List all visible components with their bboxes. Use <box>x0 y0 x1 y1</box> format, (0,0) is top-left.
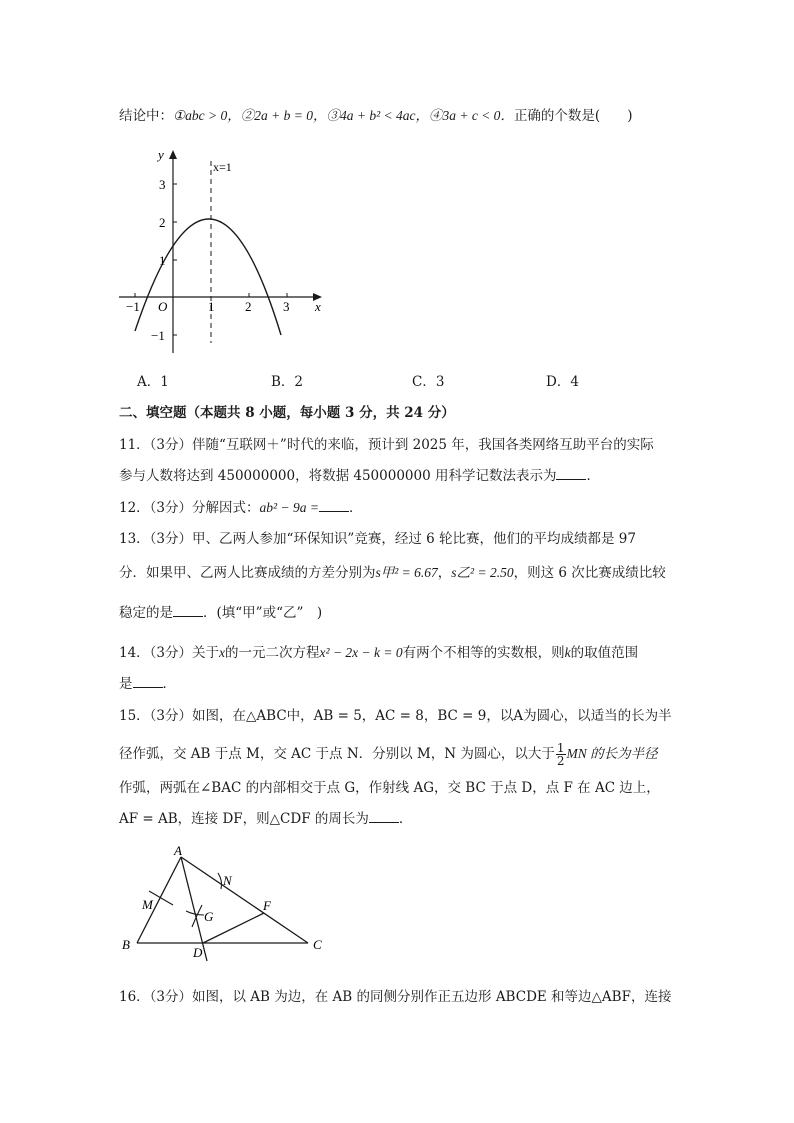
q12-line <box>119 498 362 518</box>
x-tick-label: 3 <box>283 299 290 314</box>
q13-line3 <box>119 603 322 623</box>
y-tick-label: 2 <box>159 215 166 230</box>
q12-end: ． <box>348 500 363 516</box>
label-b: B <box>122 937 130 952</box>
q15-frac-den: 2 <box>556 754 565 768</box>
q11-line2 <box>119 466 600 486</box>
q15-line3: 作弧，两弧在∠BAC 的内部相交于点 G，作射线 AG，交 BC 于点 D，点 F 在 AC 边上， <box>119 780 660 796</box>
label-c: C <box>313 937 322 952</box>
q12-text: 12．（3分）分解因式： <box>119 500 260 516</box>
label-a: A <box>174 843 182 858</box>
label-d: D <box>193 945 203 960</box>
q14-text-d: 的取值范围 <box>570 645 639 661</box>
y-tick-label: 1 <box>159 253 166 268</box>
q13-separator: ， <box>437 565 452 581</box>
label-g: G <box>204 909 214 924</box>
q14-line2 <box>119 674 176 694</box>
x-axis-label: x <box>315 299 321 314</box>
q15-text-a: 径作弧，交 AB 于点 M，交 AC 于点 N．分别以 M，N 为圆心，以大于 <box>119 746 555 762</box>
q14-text-e: 是 <box>119 676 133 692</box>
symmetry-line-label: x=1 <box>213 160 232 174</box>
q10-conclusion-3: ③4a + b² < 4ac， <box>326 108 429 123</box>
q13-text3: 稳定的是 <box>119 605 173 621</box>
q13-line1: 13．（3分）甲、乙两人参加“环保知识”竞赛，经过 6 轮比赛，他们的平均成绩都是 97 <box>119 531 636 547</box>
q11-answer-blank[interactable] <box>556 467 586 480</box>
q10-conclusion-4: ④3a + c < 0． <box>428 108 514 123</box>
q14-text-c: 有两个不相等的实数根，则 <box>402 645 565 661</box>
q13-variance-jia: s甲² = 6.67 <box>375 565 438 580</box>
q14-end: ． <box>162 676 176 692</box>
q14-line1 <box>119 643 638 663</box>
q10-conclusion-1: ①abc > 0， <box>173 108 241 123</box>
q12-expression: ab² − 9a = <box>259 500 319 515</box>
q14-text-b: 的一元二次方程 <box>225 645 320 661</box>
parabola-curve <box>135 219 281 335</box>
origin-label: O <box>158 299 168 314</box>
q14-equation: x² − 2x − k = 0 <box>319 645 403 660</box>
x-tick-label: 2 <box>245 299 252 314</box>
label-m: M <box>142 897 153 912</box>
x-tick-label: 1 <box>208 299 215 314</box>
q13-variance-yi: s乙² = 2.50 <box>451 565 514 580</box>
q15-frac-num: 1 <box>556 741 565 755</box>
q13-text2: ，则这 6 次比赛成绩比较 <box>513 565 666 581</box>
q13-line2 <box>119 563 666 583</box>
q13-answer-blank[interactable] <box>173 604 203 617</box>
q15-line2 <box>119 742 658 767</box>
choice-a[interactable]: A．1 <box>137 374 169 390</box>
q15-end: ． <box>398 811 413 827</box>
q14-text-a: 14．（3分）关于 <box>119 645 220 661</box>
y-axis-arrow <box>169 150 177 159</box>
q10-conclusions <box>119 106 632 126</box>
q14-var-k: k <box>564 645 571 660</box>
q15-answer-blank[interactable] <box>369 810 399 823</box>
q11-line1: 11．（3分）伴随“互联网＋”时代的来临，预计到 2025 年，我国各类网络互助平台的实际 <box>119 437 654 453</box>
x-tick-label: −1 <box>126 299 140 314</box>
q16-line1: 16．（3分）如图，以 AB 为边，在 AB 的同侧分别作正五边形 ABCDE 和等边△ABF，连接 <box>119 989 672 1005</box>
triangle-figure <box>118 843 333 963</box>
q10-conclusion-2: ②2a + b = 0， <box>240 108 327 123</box>
q12-answer-blank[interactable] <box>319 499 349 512</box>
y-tick-label: 3 <box>159 177 166 192</box>
choice-c[interactable]: C．3 <box>412 374 445 390</box>
segment-ac <box>181 857 308 943</box>
q15-text-b: MN 的长为半径 <box>566 746 658 761</box>
q11-end: ． <box>586 468 600 484</box>
label-n: N <box>223 873 232 888</box>
q11-text: 参与人数将达到 450000000，将数据 450000000 用科学记数法表示为 <box>119 468 557 484</box>
label-f: F <box>263 898 271 913</box>
y-axis-label: y <box>158 147 164 162</box>
choice-d[interactable]: D．4 <box>546 374 579 390</box>
q10-suffix: 正确的个数是( ) <box>513 108 633 124</box>
parabola-graph <box>115 143 330 358</box>
arc-n <box>218 873 222 889</box>
q15-line1: 15．（3分）如图，在△ABC中，AB = 5，AC = 8，BC = 9，以A为圆心，以适当的长为半 <box>119 708 672 724</box>
choice-b[interactable]: B．2 <box>271 374 304 390</box>
q14-var-x: x <box>219 645 226 660</box>
section-title: 二、填空题（本题共 8 小题，每小题 3 分，共 24 分） <box>119 405 455 421</box>
q14-answer-blank[interactable] <box>133 675 163 688</box>
q13-end: ．(填“甲”或“乙” ) <box>203 605 323 621</box>
y-tick-label: −1 <box>151 328 165 343</box>
q15-text-d: AF = AB，连接 DF，则△CDF 的周长为 <box>119 811 369 827</box>
q15-line4 <box>119 809 412 829</box>
q15-fraction <box>556 742 566 767</box>
q13-text: 分．如果甲、乙两人比赛成绩的方差分别为 <box>119 565 376 581</box>
q10-prefix: 结论中： <box>119 108 173 124</box>
